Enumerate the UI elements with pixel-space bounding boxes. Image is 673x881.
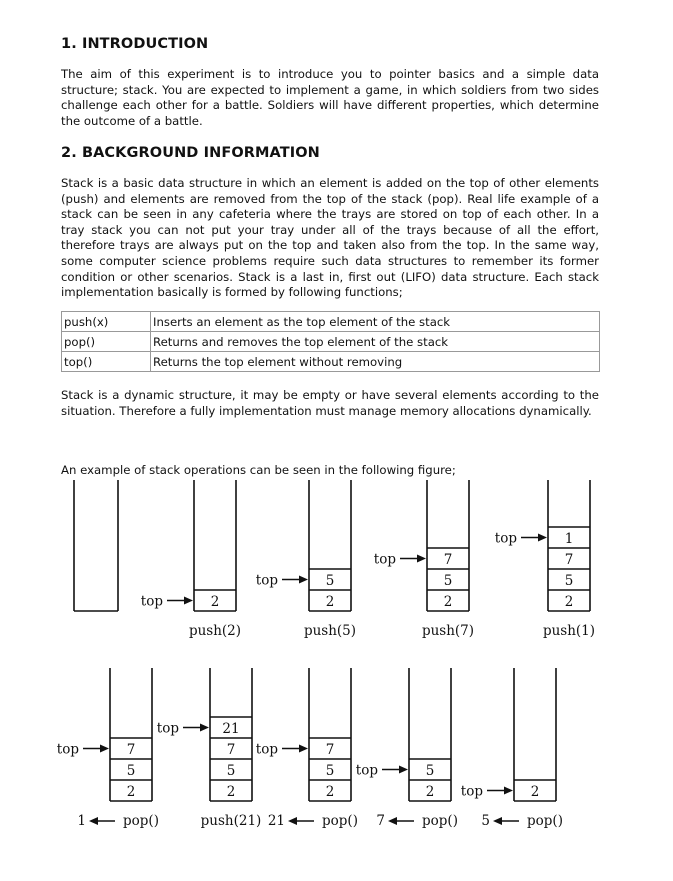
function-description: Returns the top element without removing [151,352,600,372]
row1-4-top-label: top [494,530,517,547]
row1-4-top-arrow-head [538,534,547,542]
stack-row2-2-cell-value: 7 [325,742,335,758]
row2-2-returned-value: 21 [267,813,285,829]
function-description: Returns and removes the top element of the stack [151,332,600,352]
section-1-heading: 1. INTRODUCTION [61,36,209,52]
row2-1-caption: push(21) [200,813,262,829]
stack-row1-3-cell-value: 5 [443,573,453,589]
row2-0-caption: pop() [123,813,159,829]
row1-3-top-label: top [373,551,396,568]
row2-3-caption: pop() [422,813,458,829]
introduction-paragraph: The aim of this experiment is to introduce you to pointer basics and a simple data structure; stack. You are expected to implement a game, in which soldiers from two sides challenge each other for a battle. Soldiers will have different properties, which determine the outcome of a battle. [61,67,599,128]
row1-1-top-arrow-head [184,597,193,605]
stack-row2-1-cell-value: 5 [226,763,236,779]
row1-3-top-arrow-head [417,555,426,563]
stack-row1-3-cell-value: 2 [443,594,453,610]
row2-4-caption: pop() [527,813,563,829]
stack-row1-2-cell-value: 5 [325,573,335,589]
function-description: Inserts an element as the top element of the stack [151,312,600,332]
row1-2-top-label: top [255,572,278,589]
stack-row2-3-cell-value: 5 [425,763,435,779]
stack-functions-table [61,311,600,372]
stack-row1-4-cell-value: 2 [564,594,574,610]
background-paragraph: Stack is a basic data structure in which an element is added on the top of other elements (push) and elements are removed from the top of the stack (pop). Real life example of a stack can be seen in any cafeteria where the trays are stored on top of each other. In a tray stack you can not put your tray under all of the trays because of all the effort, therefore trays are always put on the top and taken also from the top. In the same way, some computer science problems require such data structures to remember its former condition or other scenarios. Stack is a last in, first out (LIFO) data structure. Each stack implementation basically is formed by following functions; [61,176,599,300]
row2-1-top-label: top [156,720,179,737]
stack-row1-4-cell-value: 1 [564,531,574,547]
stack-row2-0-cell-value: 7 [126,742,136,758]
stack-row2-4-cell-value: 2 [530,784,540,800]
row2-0-top-label: top [56,741,79,758]
dynamic-structure-paragraph: Stack is a dynamic structure, it may be empty or have several elements according to the situation. Therefore a fully implementation must manage memory allocations dynamically. [61,388,599,418]
stack-row1-4-cell-value: 5 [564,573,574,589]
table-row [62,352,600,372]
figure-intro-text: An example of stack operations can be seen in the following figure; [61,463,456,477]
row1-1-top-label: top [140,593,163,610]
row2-2-caption: pop() [322,813,358,829]
stack-row1-3-cell-value: 7 [443,552,453,568]
row2-4-top-arrow-head [504,787,513,795]
stack-row1-1-cell-value: 2 [210,594,220,610]
row1-1-caption: push(2) [188,623,242,639]
row2-4-returned-arrow-head [493,817,502,825]
row2-1-top-arrow-head [200,724,209,732]
row1-2-caption: push(5) [303,623,357,639]
stack-operations-figure [0,470,673,850]
stack-row2-2-cell-value: 2 [325,784,335,800]
row2-4-top-label: top [460,783,483,800]
stack-row2-2-cell-value: 5 [325,763,335,779]
row2-0-returned-arrow-head [89,817,98,825]
function-name: push(x) [62,312,151,332]
stack-row2-1-cell-value: 2 [226,784,236,800]
function-name: pop() [62,332,151,352]
row2-2-returned-arrow-head [288,817,297,825]
section-2-heading: 2. BACKGROUND INFORMATION [61,145,320,161]
stack-row1-4-cell-value: 7 [564,552,574,568]
row2-0-returned-value: 1 [77,813,86,829]
stack-row2-3-cell-value: 2 [425,784,435,800]
row2-0-top-arrow-head [100,745,109,753]
stack-row2-0-cell-value: 5 [126,763,136,779]
function-name: top() [62,352,151,372]
row2-3-returned-arrow-head [388,817,397,825]
stack-row1-2-cell-value: 2 [325,594,335,610]
stack-row2-1-cell-value: 7 [226,742,236,758]
row2-3-returned-value: 7 [376,813,385,829]
row2-3-top-arrow-head [399,766,408,774]
stack-row2-0-cell-value: 2 [126,784,136,800]
row2-2-top-arrow-head [299,745,308,753]
row2-3-top-label: top [355,762,378,779]
table-row [62,332,600,352]
row1-4-caption: push(1) [542,623,596,639]
row2-2-top-label: top [255,741,278,758]
row1-3-caption: push(7) [421,623,475,639]
table-row [62,312,600,332]
row2-4-returned-value: 5 [481,813,490,829]
row1-2-top-arrow-head [299,576,308,584]
stack-row2-1-cell-value: 21 [222,721,240,737]
